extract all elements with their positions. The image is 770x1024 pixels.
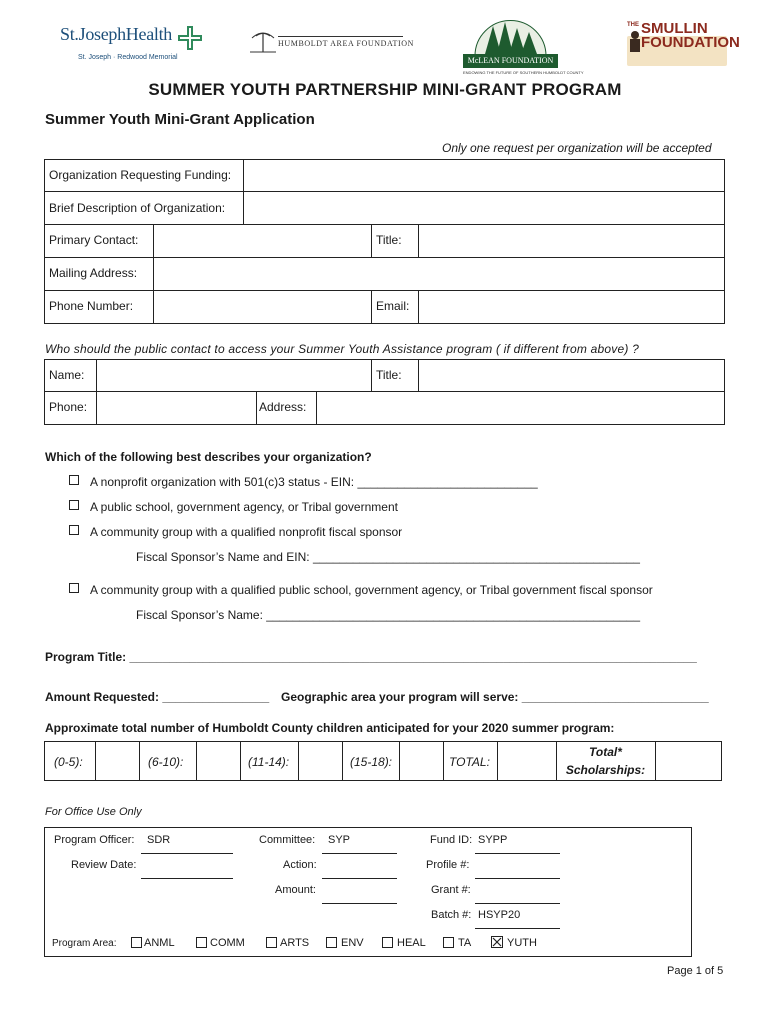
public-address-label: Address: bbox=[259, 400, 307, 414]
portrait-icon bbox=[629, 30, 641, 52]
office-use-heading: For Office Use Only bbox=[45, 806, 142, 818]
fiscal-sponsor-name: Fiscal Sponsor’s Name: ________________________________________________________ bbox=[136, 608, 641, 622]
area-yuth-label: YUTH bbox=[507, 937, 537, 949]
nonprofit-checkbox[interactable] bbox=[69, 475, 79, 485]
primary-contact-label: Primary Contact: bbox=[49, 233, 139, 247]
committee-value: SYP bbox=[328, 834, 351, 846]
smullin-foundation-logo bbox=[627, 20, 740, 70]
area-ta-checkbox[interactable] bbox=[443, 937, 454, 948]
org-type-question: Which of the following best describes your organization? bbox=[45, 450, 372, 464]
fund-id-label: Fund ID: bbox=[430, 834, 473, 846]
age-11-14-label: (11-14): bbox=[248, 755, 290, 769]
age-6-10-input[interactable] bbox=[197, 742, 240, 780]
brief-description-input[interactable] bbox=[244, 192, 724, 224]
grant-label: Grant #: bbox=[431, 884, 471, 896]
area-ta-label: TA bbox=[458, 937, 472, 949]
program-title-field[interactable]: Program Title: _____________________________________________________________________________________ bbox=[45, 650, 697, 664]
public-agency-option: A public school, government agency, or Tribal government bbox=[90, 500, 398, 514]
area-heal-checkbox[interactable] bbox=[382, 937, 393, 948]
public-agency-checkbox[interactable] bbox=[69, 500, 79, 510]
age-0-5-input[interactable] bbox=[96, 742, 139, 780]
batch-value: HSYP20 bbox=[478, 909, 521, 921]
program-area-label: Program Area: bbox=[52, 938, 117, 949]
public-title-input[interactable] bbox=[419, 360, 724, 391]
primary-contact-input[interactable] bbox=[154, 225, 371, 257]
area-arts-checkbox[interactable] bbox=[266, 937, 277, 948]
mclean-tagline: ENDOWING THE FUTURE OF SOUTHERN HUMBOLDT COUNTY bbox=[463, 70, 584, 75]
fund-id-value: SYPP bbox=[478, 834, 508, 846]
primary-title-input[interactable] bbox=[419, 225, 724, 257]
checkmark-x-icon bbox=[492, 937, 502, 947]
public-name-label: Name: bbox=[49, 368, 85, 382]
batch-label: Batch #: bbox=[431, 909, 472, 921]
page-number: Page 1 of 5 bbox=[667, 965, 724, 977]
total-scholarships-label-2: Scholarships: bbox=[565, 763, 646, 777]
phone-number-input[interactable] bbox=[154, 291, 371, 323]
age-6-10-label: (6-10): bbox=[148, 755, 184, 769]
program-officer-value: SDR bbox=[147, 834, 171, 846]
smullin-the: THE bbox=[627, 22, 639, 28]
public-name-input[interactable] bbox=[97, 360, 371, 391]
public-title-label: Title: bbox=[376, 368, 402, 382]
st-joseph-health-subtitle: St. Joseph · Redwood Memorial bbox=[78, 54, 178, 61]
public-contact-question: Who should the public contact to access your Summer Youth Assistance program ( if different from above) ? bbox=[45, 342, 639, 356]
office-amount-label: Amount: bbox=[275, 884, 316, 896]
tree-icon bbox=[248, 26, 278, 56]
community-nonprofit-sponsor-option: A community group with a qualified nonprofit fiscal sponsor bbox=[90, 525, 403, 539]
review-date-label: Review Date: bbox=[71, 859, 137, 871]
profile-label: Profile #: bbox=[426, 859, 470, 871]
public-phone-input[interactable] bbox=[97, 392, 256, 424]
smullin-word: SMULLIN bbox=[641, 20, 708, 37]
program-officer-label: Program Officer: bbox=[54, 834, 135, 846]
email-input[interactable] bbox=[419, 291, 724, 323]
area-comm-checkbox[interactable] bbox=[196, 937, 207, 948]
org-requesting-input[interactable] bbox=[244, 160, 724, 191]
st-joseph-health-logo bbox=[60, 24, 210, 69]
age-11-14-input[interactable] bbox=[299, 742, 342, 780]
action-label: Action: bbox=[283, 859, 317, 871]
page-title: SUMMER YOUTH PARTNERSHIP MINI-GRANT PROGRAM bbox=[148, 80, 622, 99]
public-phone-label: Phone: bbox=[49, 400, 88, 414]
community-nonprofit-sponsor-checkbox[interactable] bbox=[69, 525, 79, 535]
mailing-address-label: Mailing Address: bbox=[49, 266, 138, 280]
geographic-area-field[interactable]: Geographic area your program will serve: ____________________________ bbox=[281, 690, 709, 704]
total-scholarships-label-1: Total* bbox=[589, 745, 622, 759]
humboldt-wordmark: HUMBOLDT AREA FOUNDATION bbox=[278, 39, 415, 48]
area-yuth-checkbox[interactable] bbox=[491, 936, 503, 948]
area-anml-label: ANML bbox=[144, 937, 175, 949]
primary-title-label: Title: bbox=[376, 233, 402, 247]
total-scholarships-input[interactable] bbox=[656, 742, 721, 780]
foundation-word: FOUNDATION bbox=[641, 34, 740, 51]
community-public-sponsor-option: A community group with a qualified public school, government agency, or Tribal government fiscal sponsor bbox=[90, 583, 653, 597]
phone-number-label: Phone Number: bbox=[49, 299, 134, 313]
public-address-input[interactable] bbox=[317, 392, 724, 424]
mailing-address-input[interactable] bbox=[154, 258, 724, 290]
area-comm-label: COMM bbox=[210, 937, 245, 949]
area-heal-label: HEAL bbox=[397, 937, 426, 949]
humboldt-area-foundation-logo bbox=[248, 26, 415, 56]
mclean-foundation-logo bbox=[463, 18, 584, 76]
approx-children-question: Approximate total number of Humboldt County children anticipated for your 2020 summer program: bbox=[45, 721, 615, 735]
mclean-wordmark: McLEAN FOUNDATION bbox=[463, 54, 558, 68]
brief-description-label: Brief Description of Organization: bbox=[49, 201, 226, 215]
forest-icon bbox=[473, 18, 548, 56]
area-arts-label: ARTS bbox=[280, 937, 310, 949]
email-label: Email: bbox=[376, 299, 410, 313]
age-15-18-input[interactable] bbox=[400, 742, 443, 780]
total-input[interactable] bbox=[498, 742, 556, 780]
st-joseph-health-wordmark: St.JosephHealth bbox=[60, 24, 172, 44]
amount-requested-field[interactable]: Amount Requested: ________________ bbox=[45, 690, 270, 704]
area-env-label: ENV bbox=[341, 937, 364, 949]
org-requesting-label: Organization Requesting Funding: bbox=[49, 168, 232, 182]
area-env-checkbox[interactable] bbox=[326, 937, 337, 948]
area-anml-checkbox[interactable] bbox=[131, 937, 142, 948]
total-label: TOTAL: bbox=[449, 755, 490, 769]
fiscal-sponsor-name-ein: Fiscal Sponsor’s Name and EIN: _________________________________________________ bbox=[136, 550, 640, 564]
age-15-18-label: (15-18): bbox=[350, 755, 393, 769]
nonprofit-option: A nonprofit organization with 501(c)3 status - EIN: ___________________________ bbox=[90, 475, 538, 489]
age-0-5-label: (0-5): bbox=[54, 755, 83, 769]
cross-icon bbox=[178, 26, 202, 50]
committee-label: Committee: bbox=[259, 834, 316, 846]
application-subtitle: Summer Youth Mini-Grant Application bbox=[45, 111, 315, 128]
one-request-note: Only one request per organization will be accepted bbox=[442, 141, 712, 155]
community-public-sponsor-checkbox[interactable] bbox=[69, 583, 79, 593]
